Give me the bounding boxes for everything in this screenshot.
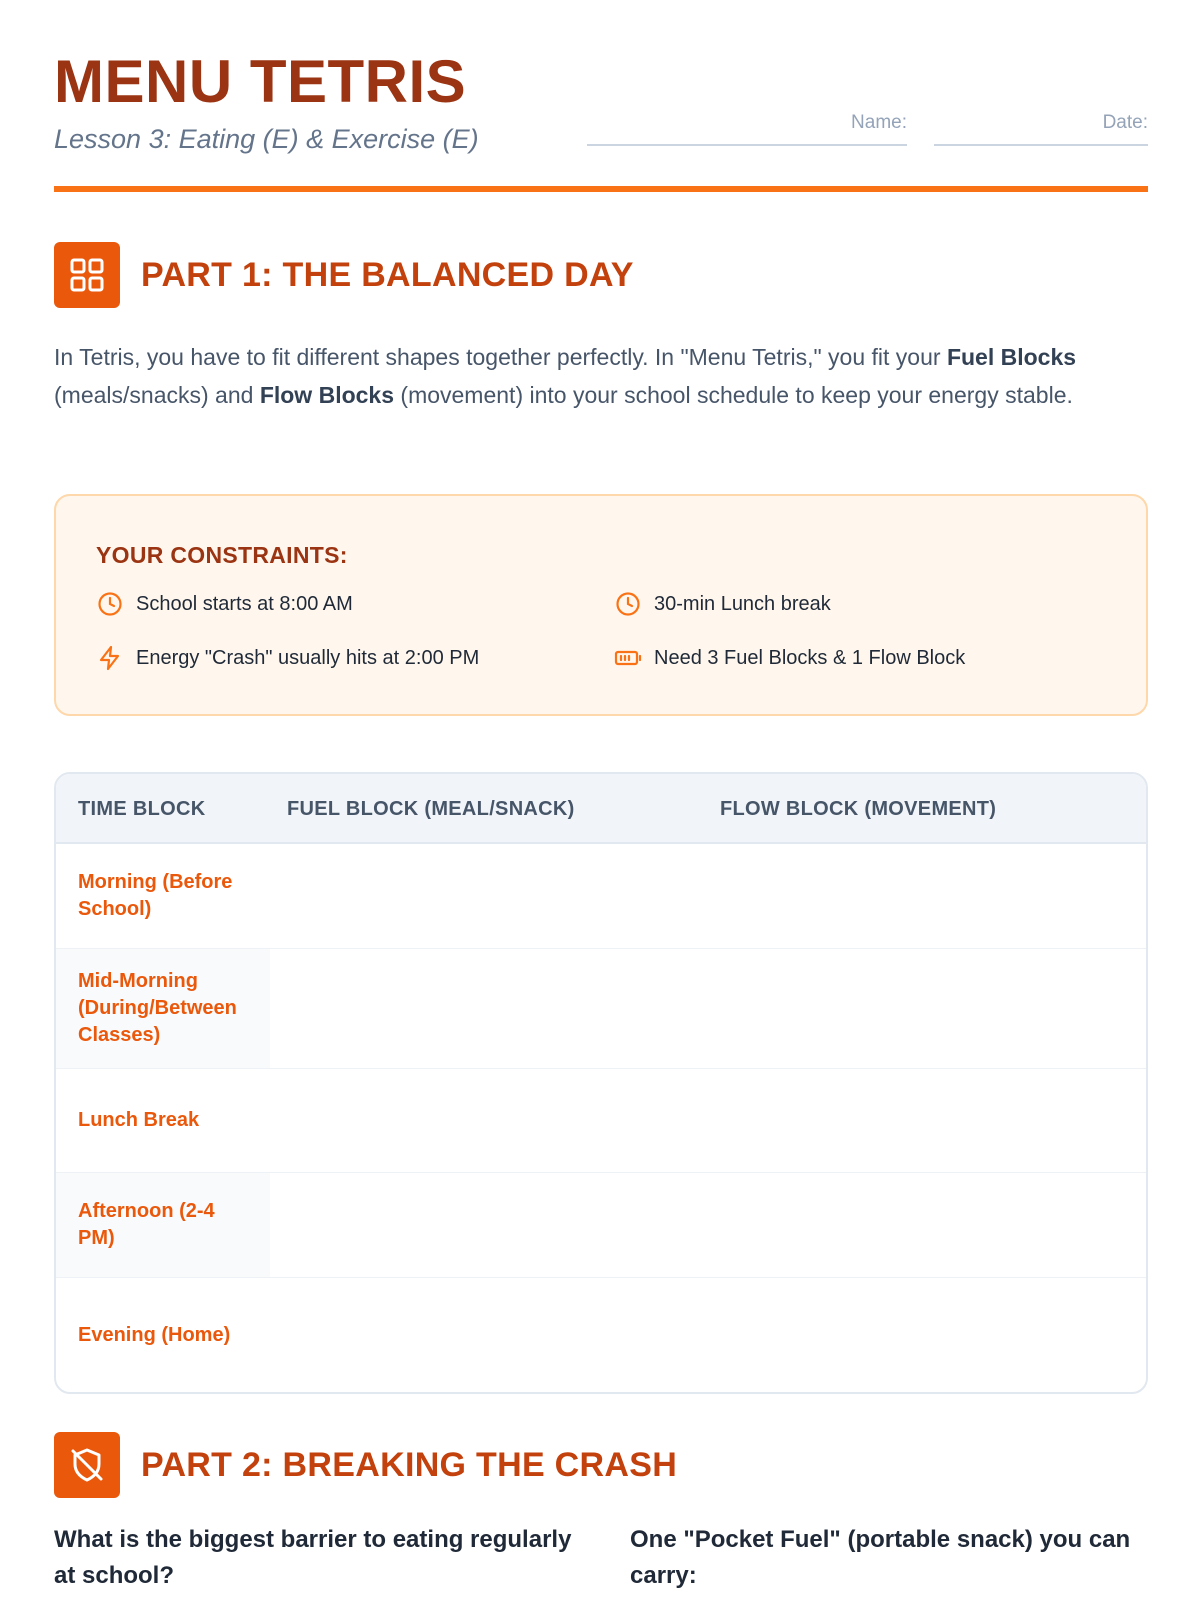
table-row: [56, 1173, 1146, 1278]
table-row: [56, 844, 1146, 949]
constraint-item: School starts at 8:00 AM: [96, 590, 353, 618]
column-header: FUEL BLOCK (MEAL/SNACK): [287, 798, 575, 820]
lightning-icon: [96, 644, 124, 672]
part2-title: PART 2: BREAKING THE CRASH: [141, 1446, 678, 1484]
constraints-box: [54, 494, 1148, 716]
lesson-subtitle: Lesson 3: Eating (E) & Exercise (E): [54, 124, 479, 154]
column-header: FLOW BLOCK (MOVEMENT): [720, 798, 997, 820]
clock-icon: [614, 590, 642, 618]
name-label: Name:: [851, 112, 907, 133]
time-block-label: Lunch Break: [78, 1109, 200, 1131]
question-barrier: What is the biggest barrier to eating regularly at school?: [54, 1526, 572, 1589]
time-block-label: Afternoon (2-4 PM): [56, 1173, 270, 1277]
question-pocket-fuel: One "Pocket Fuel" (portable snack) you can carry:: [630, 1526, 1131, 1589]
time-block-label: Morning (Before School): [78, 871, 233, 920]
part1-title: PART 1: THE BALANCED DAY: [141, 256, 634, 294]
constraint-item: Need 3 Fuel Blocks & 1 Flow Block: [614, 644, 965, 672]
clock-icon: [96, 590, 124, 618]
shield-off-icon: [54, 1432, 120, 1498]
constraints-heading: YOUR CONSTRAINTS:: [96, 542, 348, 568]
grid-icon: [54, 242, 120, 308]
part1-intro: In Tetris, you have to fit different shapes together perfectly. In "Menu Tetris," you fit your Fuel Blocks (meals/snacks) and Flow Blocks (movement) into your school schedule to keep your energy stable.: [54, 344, 1077, 408]
constraint-item: 30-min Lunch break: [614, 590, 831, 618]
header-divider: [54, 186, 1148, 192]
date-field[interactable]: [934, 112, 1148, 146]
schedule-table: [54, 772, 1148, 1394]
table-header: [56, 774, 1146, 844]
battery-icon: [614, 644, 642, 672]
table-row: [56, 1278, 1146, 1392]
table-row: [56, 1069, 1146, 1173]
page-title: MENU TETRIS: [54, 48, 467, 115]
table-row: [56, 949, 1146, 1069]
time-block-label: Mid-Morning (During/Between Classes): [56, 949, 270, 1068]
column-header: TIME BLOCK: [78, 798, 206, 820]
time-block-label: Evening (Home): [78, 1323, 231, 1346]
name-field[interactable]: [587, 112, 907, 146]
constraint-item: Energy "Crash" usually hits at 2:00 PM: [96, 644, 479, 672]
date-label: Date:: [1102, 112, 1148, 133]
